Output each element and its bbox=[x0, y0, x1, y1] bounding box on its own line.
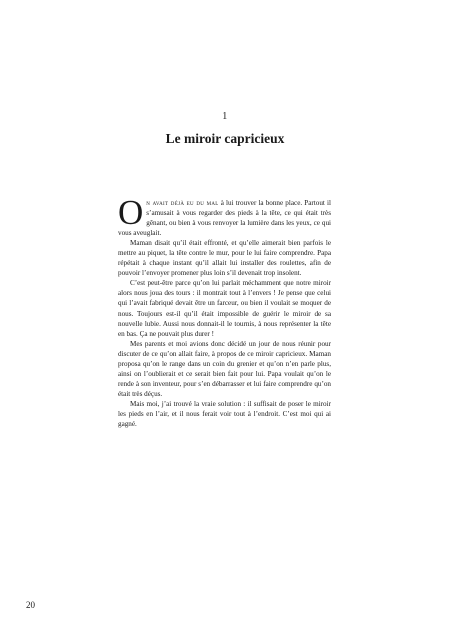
paragraph-4: Mes parents et moi avions donc décidé un jour de nous réunir pour discuter de ce qu’on allait faire, à propos de ce miroir capricieux. Maman proposa qu’on le range dans un coin du grenier et qu’on n’en parle plus, ainsi on l’oublierait et ce serait bien fait pour lui. Papa voulait qu’on le rende à son inventeur, pour s’en débarrasser et lui faire comprendre qu’on était très déçus. bbox=[118, 339, 331, 398]
chapter-title: Le miroir capricieux bbox=[165, 131, 285, 146]
paragraph-1 bbox=[118, 193, 331, 238]
paragraph-1-text: à lui trouver la bonne place. Partout il s’amusait à vous regarder des pieds à la tête, ce qui était très gênant, ou bien à vous renvoyer la lumière dans les yeux, ce qui vous aveuglait. bbox=[118, 199, 331, 238]
drop-cap: O bbox=[118, 193, 144, 232]
page-number: 20 bbox=[26, 600, 35, 610]
chapter-number: 1 bbox=[222, 111, 228, 122]
paragraph-2: Maman disait qu’il était effronté, et qu’elle aimerait bien parfois le mettre au piquet, la tête contre le mur, pour le lui faire comprendre. Papa répétait à chaque instant qu’il allait lui installer des roulettes, afin de pouvoir l’envoyer promener plus loin s’il devenait trop insolent. bbox=[118, 239, 331, 278]
paragraph-5: Mais moi, j’ai trouvé la vraie solution : il suffisait de poser le miroir les pieds en l’air, et il nous ferait voir tout à l’endroit. C’est moi qui ai gagné. bbox=[118, 399, 331, 429]
paragraph-3: C’est peut-être parce qu’on lui parlait méchamment que notre miroir alors nous joua des tours : il montrait tout à l’envers ! Je pense que celui qui l’avait fabriqué devait être un farceur, ou bien il voulait se moquer de nous. Toujours est-il qu’il était impossible de guérir le miroir de sa nouvelle lubie. Aussi nous donnait-il le tournis, à nous représenter la tête en bas. Ça ne pouvait plus durer ! bbox=[118, 279, 331, 338]
chapter-body bbox=[118, 193, 331, 429]
opening-small-caps: n avait déjà eu du mal bbox=[146, 199, 219, 207]
